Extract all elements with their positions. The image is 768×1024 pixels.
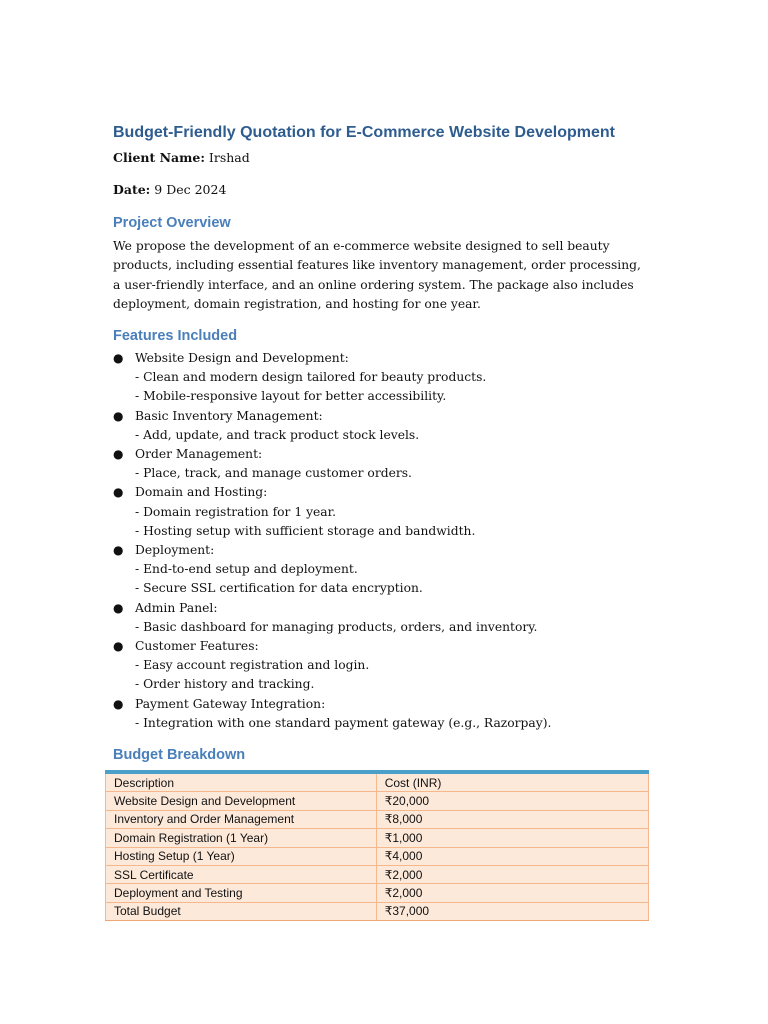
feature-label: Order Management: bbox=[135, 447, 263, 462]
feature-label: Domain and Hosting: bbox=[135, 485, 268, 500]
description-cell: Total Budget bbox=[106, 902, 377, 920]
feature-detail: - Mobile-responsive layout for better accessibility. bbox=[135, 389, 447, 404]
cost-cell: ₹1,000 bbox=[376, 829, 648, 847]
client-name-label: Client Name: bbox=[113, 150, 205, 165]
bullet-icon: ● bbox=[113, 600, 124, 615]
feature-label: Payment Gateway Integration: bbox=[135, 696, 326, 711]
feature-item bbox=[113, 445, 673, 483]
table-row bbox=[106, 810, 649, 828]
table-row bbox=[106, 902, 649, 920]
feature-item bbox=[113, 483, 673, 541]
feature-item bbox=[113, 695, 673, 733]
cost-cell: Cost (INR) bbox=[376, 774, 648, 792]
cost-cell: ₹2,000 bbox=[376, 865, 648, 883]
feature-label: Basic Inventory Management: bbox=[135, 408, 323, 423]
bullet-icon: ● bbox=[113, 351, 124, 365]
feature-detail: - Place, track, and manage customer orders. bbox=[135, 466, 412, 481]
description-cell: SSL Certificate bbox=[106, 865, 377, 883]
date-line bbox=[113, 182, 613, 197]
feature-detail: - Domain registration for 1 year. bbox=[135, 504, 337, 519]
description-cell: Hosting Setup (1 Year) bbox=[106, 847, 377, 865]
feature-detail: - Hosting setup with sufficient storage and bandwidth. bbox=[135, 523, 476, 538]
feature-item bbox=[113, 599, 673, 637]
project-overview-text: We propose the development of an e-commerce website designed to sell beauty products, including essential features like inventory management, order processing, a user-friendly interface, and an online ordering system. The package also includes deployment, domain registration, and hosting for one year. bbox=[113, 239, 641, 312]
feature-label: Website Design and Development: bbox=[135, 351, 349, 365]
cost-cell: ₹8,000 bbox=[376, 810, 648, 828]
bullet-icon: ● bbox=[113, 543, 124, 558]
bullet-icon: ● bbox=[113, 408, 124, 423]
description-cell: Description bbox=[106, 774, 377, 792]
cost-cell: ₹2,000 bbox=[376, 884, 648, 902]
features-heading: Features Included bbox=[113, 328, 238, 344]
feature-label: Deployment: bbox=[135, 543, 215, 558]
feature-detail: - Basic dashboard for managing products, orders, and inventory. bbox=[135, 619, 538, 634]
feature-item bbox=[113, 637, 673, 695]
feature-item bbox=[113, 407, 673, 445]
document-title: Budget-Friendly Quotation for E-Commerce Website Development bbox=[113, 124, 615, 141]
features-list bbox=[113, 349, 673, 733]
feature-item bbox=[113, 349, 673, 407]
feature-label: Admin Panel: bbox=[135, 600, 218, 615]
table-row bbox=[106, 792, 649, 810]
bullet-icon: ● bbox=[113, 639, 124, 654]
date-label: Date: bbox=[113, 182, 151, 197]
budget-table bbox=[105, 770, 649, 921]
feature-detail: - Clean and modern design tailored for beauty products. bbox=[135, 370, 487, 385]
cost-cell: ₹4,000 bbox=[376, 847, 648, 865]
bullet-icon: ● bbox=[113, 696, 124, 711]
description-cell: Website Design and Development bbox=[106, 792, 377, 810]
feature-detail: - Add, update, and track product stock levels. bbox=[135, 427, 420, 442]
feature-detail: - Easy account registration and login. bbox=[135, 658, 370, 673]
cost-cell: ₹37,000 bbox=[376, 902, 648, 920]
feature-detail: - Integration with one standard payment gateway (e.g., Razorpay). bbox=[135, 715, 552, 730]
budget-heading: Budget Breakdown bbox=[113, 747, 246, 763]
feature-detail: - End-to-end setup and deployment. bbox=[135, 562, 358, 577]
cost-cell: ₹20,000 bbox=[376, 792, 648, 810]
client-name-value: Irshad bbox=[208, 150, 250, 165]
table-header-row bbox=[106, 774, 649, 792]
date-value: 9 Dec 2024 bbox=[154, 182, 227, 197]
project-overview-heading: Project Overview bbox=[113, 215, 231, 231]
feature-detail: - Secure SSL certification for data encryption. bbox=[135, 581, 423, 596]
client-name-line bbox=[113, 150, 613, 165]
bullet-icon: ● bbox=[113, 447, 124, 462]
budget-table-body bbox=[106, 774, 649, 921]
table-row bbox=[106, 829, 649, 847]
feature-detail: - Order history and tracking. bbox=[135, 677, 315, 692]
bullet-icon: ● bbox=[113, 485, 124, 500]
description-cell: Deployment and Testing bbox=[106, 884, 377, 902]
description-cell: Domain Registration (1 Year) bbox=[106, 829, 377, 847]
table-row bbox=[106, 865, 649, 883]
table-row bbox=[106, 884, 649, 902]
description-cell: Inventory and Order Management bbox=[106, 810, 377, 828]
table-row bbox=[106, 847, 649, 865]
feature-item bbox=[113, 541, 673, 599]
feature-label: Customer Features: bbox=[135, 639, 259, 654]
